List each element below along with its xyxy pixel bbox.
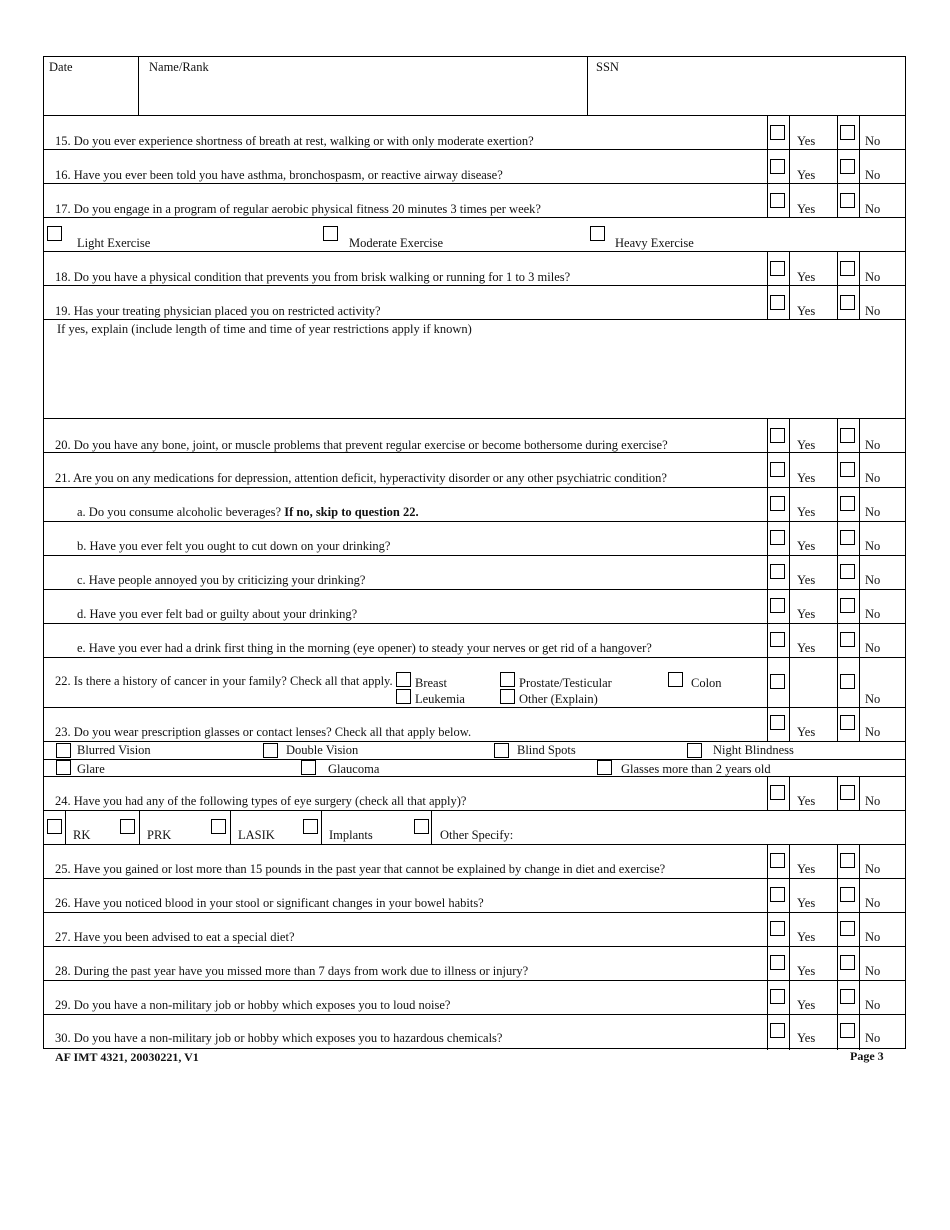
no-label: No	[865, 930, 881, 944]
glare-checkbox[interactable]	[56, 760, 71, 775]
heavy-exercise-checkbox[interactable]	[590, 226, 605, 241]
yes-label: Yes	[797, 930, 816, 944]
divider	[44, 251, 905, 252]
date-label: Date	[49, 60, 73, 74]
q20-yes-checkbox[interactable]	[770, 428, 785, 443]
no-label: No	[865, 998, 881, 1012]
question-20: 20. Do you have any bone, joint, or muscle problems that prevent regular exercise or become bothersome during exercise?	[55, 438, 668, 452]
q21a-yes-checkbox[interactable]	[770, 496, 785, 511]
rk-checkbox[interactable]	[47, 819, 62, 834]
prk-label: PRK	[147, 828, 172, 842]
divider	[44, 707, 905, 708]
question-21a	[77, 505, 419, 519]
divider	[44, 741, 905, 742]
ssn-label: SSN	[596, 60, 619, 74]
q19-explain-label: If yes, explain (include length of time and time of year restrictions apply if known)	[57, 322, 472, 336]
implants-label: Implants	[329, 828, 373, 842]
question-16: 16. Have you ever been told you have asthma, bronchospasm, or reactive airway disease?	[55, 168, 503, 182]
q18-yes-checkbox[interactable]	[770, 261, 785, 276]
yes-label: Yes	[797, 539, 816, 553]
divider	[859, 251, 860, 319]
name-rank-label: Name/Rank	[149, 60, 209, 74]
other-cancer-label: Other (Explain)	[519, 692, 598, 706]
no-label: No	[865, 725, 881, 739]
question-29: 29. Do you have a non-military job or hobby which exposes you to loud noise?	[55, 998, 451, 1012]
no-label: No	[865, 573, 881, 587]
question-26: 26. Have you noticed blood in your stool or significant changes in your bowel habits?	[55, 896, 484, 910]
q25-no-checkbox[interactable]	[840, 853, 855, 868]
q21e-yes-checkbox[interactable]	[770, 632, 785, 647]
question-30: 30. Do you have a non-military job or hobby which exposes you to hazardous chemicals?	[55, 1031, 503, 1045]
divider	[321, 810, 322, 844]
glare-label: Glare	[77, 762, 105, 776]
q29-no-checkbox[interactable]	[840, 989, 855, 1004]
q27-yes-checkbox[interactable]	[770, 921, 785, 936]
question-21: 21. Are you on any medications for depression, attention deficit, hyperactivity disorder or any other psychiatric condition?	[55, 471, 667, 485]
yes-label: Yes	[797, 304, 816, 318]
divider	[837, 776, 838, 810]
divider	[44, 285, 905, 286]
divider	[837, 418, 838, 741]
yes-label: Yes	[797, 270, 816, 284]
divider	[859, 115, 860, 217]
rk-label: RK	[73, 828, 91, 842]
q22-no-checkbox[interactable]	[840, 674, 855, 689]
question-27: 27. Have you been advised to eat a special diet?	[55, 930, 295, 944]
q21d-yes-checkbox[interactable]	[770, 598, 785, 613]
no-label: No	[865, 692, 881, 706]
divider	[859, 844, 860, 1050]
divider	[767, 115, 768, 217]
question-21e: e. Have you ever had a drink first thing in the morning (eye opener) to steady your nerves or get rid of a hangover?	[77, 641, 652, 655]
divider	[789, 776, 790, 810]
night-blindness-label: Night Blindness	[713, 743, 794, 757]
yes-label: Yes	[797, 896, 816, 910]
divider	[44, 946, 905, 947]
glaucoma-checkbox[interactable]	[301, 760, 316, 775]
no-label: No	[865, 964, 881, 978]
yes-label: Yes	[797, 438, 816, 452]
divider	[767, 776, 768, 810]
q27-no-checkbox[interactable]	[840, 921, 855, 936]
yes-label: Yes	[797, 998, 816, 1012]
no-label: No	[865, 304, 881, 318]
q16-yes-checkbox[interactable]	[770, 159, 785, 174]
q30-no-checkbox[interactable]	[840, 1023, 855, 1038]
double-vision-checkbox[interactable]	[263, 743, 278, 758]
q16-no-checkbox[interactable]	[840, 159, 855, 174]
colon-checkbox[interactable]	[668, 672, 683, 687]
q21c-yes-checkbox[interactable]	[770, 564, 785, 579]
q17-no-checkbox[interactable]	[840, 193, 855, 208]
question-23: 23. Do you wear prescription glasses or contact lenses? Check all that apply below.	[55, 725, 472, 739]
divider	[789, 251, 790, 319]
divider	[44, 776, 905, 777]
yes-label: Yes	[797, 168, 816, 182]
divider	[44, 810, 905, 811]
q21a-no-checkbox[interactable]	[840, 496, 855, 511]
question-25: 25. Have you gained or lost more than 15 pounds in the past year that cannot be explained by change in diet and exercise?	[55, 862, 666, 876]
yes-label: Yes	[797, 202, 816, 216]
form-id: AF IMT 4321, 20030221, V1	[55, 1050, 199, 1064]
q19-explain-field[interactable]	[44, 337, 905, 417]
blind-spots-label: Blind Spots	[517, 743, 576, 757]
yes-label: Yes	[797, 573, 816, 587]
moderate-exercise-checkbox[interactable]	[323, 226, 338, 241]
prk-checkbox[interactable]	[120, 819, 135, 834]
divider	[139, 810, 140, 844]
q29-yes-checkbox[interactable]	[770, 989, 785, 1004]
q23-yes-checkbox[interactable]	[770, 715, 785, 730]
yes-label: Yes	[797, 794, 816, 808]
no-label: No	[865, 607, 881, 621]
yes-label: Yes	[797, 505, 816, 519]
divider	[44, 844, 905, 845]
divider	[44, 149, 905, 150]
divider	[767, 251, 768, 319]
divider	[44, 1014, 905, 1015]
q26-no-checkbox[interactable]	[840, 887, 855, 902]
question-21b: b. Have you ever felt you ought to cut down on your drinking?	[77, 539, 391, 553]
breast-checkbox[interactable]	[396, 672, 411, 687]
q26-yes-checkbox[interactable]	[770, 887, 785, 902]
no-label: No	[865, 270, 881, 284]
divider	[859, 418, 860, 741]
q15-no-checkbox[interactable]	[840, 125, 855, 140]
divider	[44, 555, 905, 556]
yes-label: Yes	[797, 964, 816, 978]
q28-no-checkbox[interactable]	[840, 955, 855, 970]
divider	[767, 418, 768, 741]
q28-yes-checkbox[interactable]	[770, 955, 785, 970]
divider	[789, 844, 790, 1050]
blurred-vision-checkbox[interactable]	[56, 743, 71, 758]
q25-yes-checkbox[interactable]	[770, 853, 785, 868]
q24-yes-checkbox[interactable]	[770, 785, 785, 800]
divider	[767, 844, 768, 1050]
questionnaire-form	[43, 56, 906, 1049]
divider	[44, 521, 905, 522]
q21c-no-checkbox[interactable]	[840, 564, 855, 579]
heavy-exercise-label: Heavy Exercise	[615, 236, 694, 250]
prostate-label: Prostate/Testicular	[519, 676, 612, 690]
glaucoma-label: Glaucoma	[328, 762, 380, 776]
question-28: 28. During the past year have you missed more than 7 days from work due to illness or injury?	[55, 964, 529, 978]
no-label: No	[865, 438, 881, 452]
no-label: No	[865, 794, 881, 808]
q21b-no-checkbox[interactable]	[840, 530, 855, 545]
divider	[837, 251, 838, 319]
question-21c: c. Have people annoyed you by criticizing your drinking?	[77, 573, 366, 587]
divider	[230, 810, 231, 844]
divider	[44, 115, 905, 116]
leukemia-checkbox[interactable]	[396, 689, 411, 704]
q22-yes-checkbox[interactable]	[770, 674, 785, 689]
divider	[44, 487, 905, 488]
blind-spots-checkbox[interactable]	[494, 743, 509, 758]
q18-no-checkbox[interactable]	[840, 261, 855, 276]
light-exercise-label: Light Exercise	[77, 236, 151, 250]
lasik-checkbox[interactable]	[211, 819, 226, 834]
no-label: No	[865, 1031, 881, 1045]
divider	[44, 912, 905, 913]
divider	[44, 319, 905, 320]
q19-yes-checkbox[interactable]	[770, 295, 785, 310]
q24-no-checkbox[interactable]	[840, 785, 855, 800]
no-label: No	[865, 505, 881, 519]
other-cancer-checkbox[interactable]	[500, 689, 515, 704]
yes-label: Yes	[797, 641, 816, 655]
q19-no-checkbox[interactable]	[840, 295, 855, 310]
q21b-yes-checkbox[interactable]	[770, 530, 785, 545]
divider	[44, 980, 905, 981]
divider	[44, 759, 905, 760]
q17-yes-checkbox[interactable]	[770, 193, 785, 208]
divider	[138, 57, 139, 115]
yes-label: Yes	[797, 725, 816, 739]
divider	[44, 878, 905, 879]
yes-label: Yes	[797, 862, 816, 876]
implants-checkbox[interactable]	[303, 819, 318, 834]
leukemia-label: Leukemia	[415, 692, 465, 706]
divider	[789, 418, 790, 741]
double-vision-label: Double Vision	[286, 743, 359, 757]
yes-label: Yes	[797, 471, 816, 485]
lasik-label: LASIK	[238, 828, 275, 842]
q21d-no-checkbox[interactable]	[840, 598, 855, 613]
question-17: 17. Do you engage in a program of regular aerobic physical fitness 20 minutes 3 times per week?	[55, 202, 541, 216]
divider	[44, 418, 905, 419]
moderate-exercise-label: Moderate Exercise	[349, 236, 444, 250]
question-15: 15. Do you ever experience shortness of breath at rest, walking or with only moderate exertion?	[55, 134, 534, 148]
breast-label: Breast	[415, 676, 447, 690]
other-surgery-label: Other Specify:	[440, 828, 514, 842]
night-blindness-checkbox[interactable]	[687, 743, 702, 758]
q20-no-checkbox[interactable]	[840, 428, 855, 443]
no-label: No	[865, 202, 881, 216]
q21e-no-checkbox[interactable]	[840, 632, 855, 647]
q23-no-checkbox[interactable]	[840, 715, 855, 730]
page-number: Page 3	[850, 1049, 884, 1063]
question-19: 19. Has your treating physician placed you on restricted activity?	[55, 304, 381, 318]
old-glasses-checkbox[interactable]	[597, 760, 612, 775]
other-surgery-checkbox[interactable]	[414, 819, 429, 834]
no-label: No	[865, 539, 881, 553]
question-22: 22. Is there a history of cancer in your family? Check all that apply.	[55, 674, 393, 688]
no-label: No	[865, 471, 881, 485]
divider	[65, 810, 66, 844]
q30-yes-checkbox[interactable]	[770, 1023, 785, 1038]
question-21a-text: a. Do you consume alcoholic beverages?	[77, 505, 282, 519]
blurred-vision-label: Blurred Vision	[77, 743, 151, 757]
light-exercise-checkbox[interactable]	[47, 226, 62, 241]
no-label: No	[865, 641, 881, 655]
divider	[44, 217, 905, 218]
divider	[44, 452, 905, 453]
prostate-checkbox[interactable]	[500, 672, 515, 687]
yes-label: Yes	[797, 1031, 816, 1045]
no-label: No	[865, 862, 881, 876]
divider	[431, 810, 432, 844]
question-21d: d. Have you ever felt bad or guilty about your drinking?	[77, 607, 358, 621]
q15-yes-checkbox[interactable]	[770, 125, 785, 140]
no-label: No	[865, 134, 881, 148]
divider	[44, 183, 905, 184]
divider	[859, 776, 860, 810]
divider	[587, 57, 588, 115]
q21-yes-checkbox[interactable]	[770, 462, 785, 477]
yes-label: Yes	[797, 134, 816, 148]
question-21a-skip-note: If no, skip to question 22.	[284, 505, 419, 519]
no-label: No	[865, 168, 881, 182]
divider	[44, 589, 905, 590]
divider	[837, 844, 838, 1050]
q21-no-checkbox[interactable]	[840, 462, 855, 477]
question-24: 24. Have you had any of the following types of eye surgery (check all that apply)?	[55, 794, 467, 808]
no-label: No	[865, 896, 881, 910]
divider	[789, 115, 790, 217]
colon-label: Colon	[691, 676, 722, 690]
divider	[44, 623, 905, 624]
divider	[837, 115, 838, 217]
old-glasses-label: Glasses more than 2 years old	[621, 762, 771, 776]
divider	[44, 657, 905, 658]
question-18: 18. Do you have a physical condition that prevents you from brisk walking or running for 1 to 3 miles?	[55, 270, 571, 284]
yes-label: Yes	[797, 607, 816, 621]
